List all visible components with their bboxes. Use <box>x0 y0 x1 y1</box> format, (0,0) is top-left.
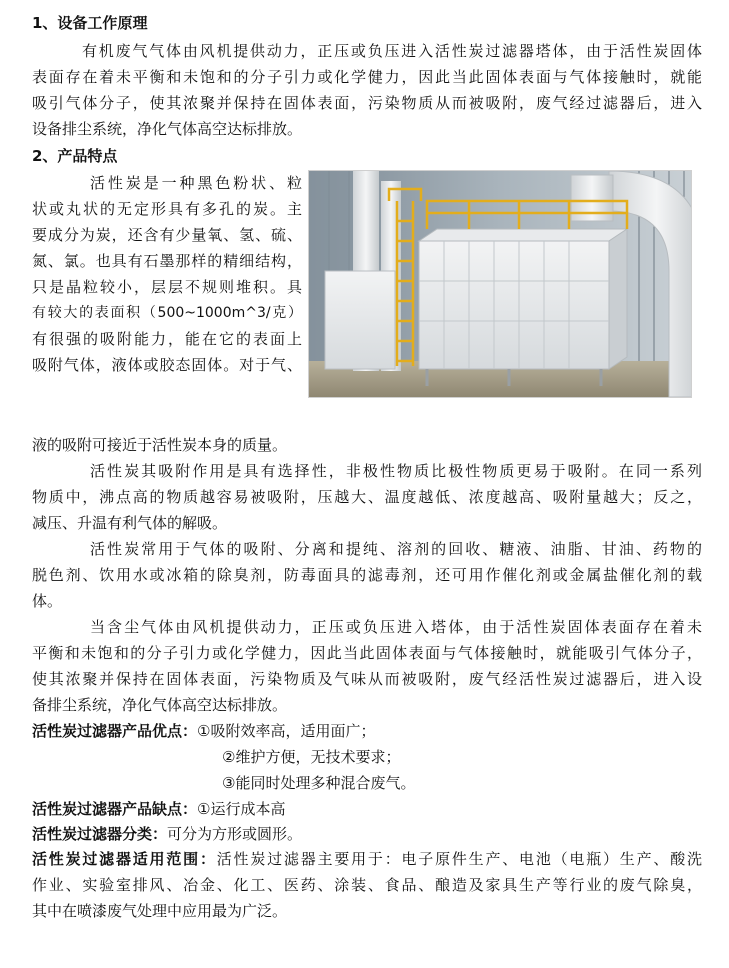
paragraph-line: 液的吸附可接近于活性炭本身的质量。 <box>32 436 288 454</box>
paragraph-line: 活性炭其吸附作用是具有选择性，非极性物质比极性物质更易于吸附。在同一系列 <box>90 462 702 480</box>
paragraph-line: 作业、实验室排风、冶金、化工、医药、涂装、食品、酿造及家具生产等行业的废气除臭， <box>32 876 702 894</box>
advantage-item: ①吸附效率高，适用面广； <box>197 722 376 740</box>
paragraph-line: 有很强的吸附能力，能在它的表面上 <box>32 330 302 348</box>
paragraph-line: 状或丸状的无定形具有多孔的炭。主 <box>32 200 302 218</box>
paragraph-line: 活性炭常用于气体的吸附、分离和提纯、溶剂的回收、糖液、油脂、甘油、药物的 <box>90 540 702 558</box>
paragraph-line: 减压、升温有利气体的解吸。 <box>32 514 228 532</box>
advantages-label: 活性炭过滤器产品优点： <box>32 722 198 740</box>
paragraph-line: 当含尘气体由风机提供动力，正压或负压进入塔体，由于活性炭固体表面存在着未 <box>90 618 702 636</box>
scope-row <box>32 846 702 872</box>
disadvantage-item: ①运行成本高 <box>197 800 286 818</box>
paragraph-line: 氮、氯。也具有石墨那样的精细结构， <box>32 252 302 270</box>
advantages-row <box>32 718 702 744</box>
paragraph-line: 吸引气体分子，使其浓聚并保持在固体表面，污染物质从而被吸附，废气经过滤器后，进入 <box>32 94 702 112</box>
paragraph-line: 使其浓聚并保持在固体表面，污染物质及气味从而被吸附，废气经活性炭过滤器后，进入设 <box>32 670 702 688</box>
paragraph-line: 要成分为炭，还含有少量氧、氢、硫、 <box>32 226 302 244</box>
paragraph-line: 其中在喷漆废气处理中应用最为广泛。 <box>32 902 288 920</box>
paragraph-line: 物质中，沸点高的物质越容易被吸附，压越大、温度越低、浓度越高、吸附量越大；反之， <box>32 488 702 506</box>
activated-carbon-filter-photo <box>308 170 692 398</box>
paragraph-line: 脱色剂、饮用水或冰箱的除臭剂，防毒面具的滤毒剂，还可用作催化剂或金属盐催化剂的载 <box>32 566 702 584</box>
features-block <box>32 170 702 432</box>
paragraph-line: 设备排尘系统，净化气体高空达标排放。 <box>32 120 303 138</box>
section-heading-product-features: 2、产品特点 <box>32 147 118 165</box>
paragraph-line: 只是晶粒较小，层层不规则堆积。具 <box>32 278 302 296</box>
paragraph-line: 有较大的表面积（500~1000m^3/克） <box>32 305 302 321</box>
section-heading-working-principle: 1、设备工作原理 <box>32 14 148 32</box>
paragraph-line: 有机废气气体由风机提供动力，正压或负压进入活性炭过滤器塔体，由于活性炭固体 <box>82 42 702 60</box>
paragraph-line: 活性炭是一种黑色粉状、粒 <box>90 174 302 192</box>
paragraph-line: 体。 <box>32 592 63 610</box>
advantage-item: ③能同时处理多种混合废气。 <box>222 774 416 792</box>
features-side-text <box>32 170 302 378</box>
paragraph-line: 吸附气体，液体或胶态固体。对于气、 <box>32 356 302 374</box>
paragraph-line: 表面存在着未平衡和未饱和的分子引力或化学健力，因此当此固体表面与气体接触时，就能 <box>32 68 702 86</box>
disadvantages-label: 活性炭过滤器产品缺点： <box>32 800 198 818</box>
scope-text: 活性炭过滤器主要用于：电子原件生产、电池（电瓶）生产、酸洗 <box>216 850 702 868</box>
disadvantages-row <box>32 796 702 822</box>
advantage-item: ②维护方便，无技术要求； <box>222 748 401 766</box>
classification-row <box>32 822 702 846</box>
paragraph-line: 备排尘系统，净化气体高空达标排放。 <box>32 696 288 714</box>
paragraph-line: 平衡和未饱和的分子引力或化学健力，因此当此固体表面与气体接触时，就能吸引气体分子， <box>32 644 702 662</box>
scope-label: 活性炭过滤器适用范围： <box>32 850 217 868</box>
classification-text: 可分为方形或圆形。 <box>167 825 303 843</box>
document <box>32 8 702 924</box>
classification-label: 活性炭过滤器分类： <box>32 825 168 843</box>
